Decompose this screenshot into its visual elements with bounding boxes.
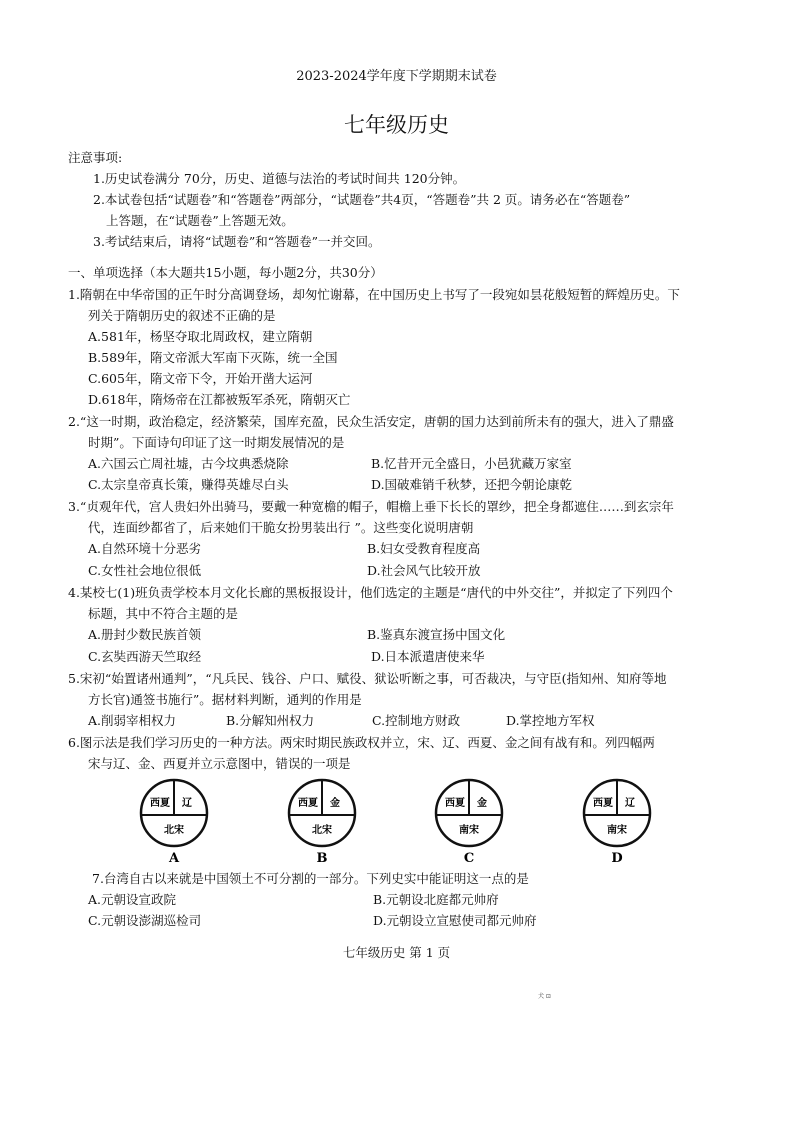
q2-option-c: C.太宗皇帝真长策，赚得英雄尽白头 [88,477,289,492]
q7-option-b: B.元朝设北庭都元帅府 [373,892,499,907]
q3-stem-line-1: 3.“贞观年代，宫人贵妇外出骑马，要戴一种宽檐的帽子，帽檐上垂下长长的罩纱，把全身都遮住……到玄宗年 [68,499,674,514]
q3-option-a: A.自然环境十分恶劣 [88,541,202,556]
q6-region-bottom: 北宋 [164,825,184,836]
q1-option-d: D.618年，隋炀帝在江都被叛军杀死，隋朝灭亡 [88,392,351,407]
q6-diagram-a [141,780,207,866]
q6-diagram-d [584,780,650,866]
q1-option-b: B.589年，隋文帝派大军南下灭陈，统一全国 [88,350,338,365]
q6-option-label: C [463,851,475,866]
q6-option-label: B [316,851,328,866]
q6-stem-line-2: 宋与辽、金、西夏并立示意图中，错误的一项是 [88,756,351,771]
q6-region-top-left: 西夏 [298,798,318,809]
notice-item-3: 3.考试结束后，请将“试题卷”和“答题卷”一并交回。 [93,234,381,249]
q2-option-a: A.六国云亡周社墟，古今坟典悉烧除 [88,456,289,471]
notice-item-1: 1.历史试卷满分 70分，历史、道德与法治的考试时间共 120分钟。 [93,171,466,186]
notice-heading: 注意事项: [68,150,123,165]
q6-region-bottom: 南宋 [459,825,479,836]
q6-option-label: A [168,851,180,866]
q5-option-c: C.控制地方财政 [372,713,461,728]
q5-option-b: B.分解知州权力 [226,713,315,728]
subject-title: 七年级历史 [344,113,449,137]
q5-option-a: A.削弱宰相权力 [88,713,177,728]
q4-option-b: B.鉴真东渡宣扬中国文化 [367,627,506,642]
corner-mark: 犬 ⊡ [538,993,551,1000]
q6-diagram-c [436,780,502,866]
notice-item-2-cont: 上答题，在“试题卷”上答题无效。 [106,213,294,228]
q6-region-top-left: 西夏 [445,798,465,809]
q5-stem-line-2: 方长官)通签书施行”。据材料判断，通判的作用是 [88,692,362,707]
q1-option-c: C.605年，隋文帝下令，开始开凿大运河 [88,371,313,386]
q5-stem-line-1: 5.宋初“始置诸州通判”，“凡兵民、钱谷、户口、赋役、狱讼听断之事，可否裁决，与守臣(指知州、知府等地 [68,671,667,686]
q6-region-top-left: 西夏 [150,798,170,809]
q3-option-b: B.妇女受教育程度高 [367,541,481,556]
page-footer: 七年级历史 第 1 页 [342,945,451,960]
q4-stem-line-2: 标题，其中不符合主题的是 [88,606,239,621]
section-heading: 一、单项选择（本大题共15小题，每小题2分，共30分） [68,265,383,280]
q6-stem-line-1: 6.图示法是我们学习历史的一种方法。两宋时期民族政权并立，宋、辽、西夏、金之间有战有和。列四幅两 [68,735,655,750]
q4-option-c: C.玄奘西游天竺取经 [88,649,202,664]
q2-stem-line-1: 2.“这一时期，政治稳定，经济繁荣，国库充盈，民众生活安定，唐朝的国力达到前所未有的强大，进入了鼎盛 [68,414,674,429]
q3-option-d: D.社会风气比较开放 [367,563,481,578]
q6-region-top-right: 辽 [182,798,192,809]
q7-option-d: D.元朝设立宣慰使司都元帅府 [373,913,537,928]
q2-option-b: B.忆昔开元全盛日，小邑犹藏万家室 [371,456,572,471]
q7-stem: 7.台湾自古以来就是中国领土不可分割的一部分。下列史实中能证明这一点的是 [92,871,529,886]
q7-option-c: C.元朝设澎湖巡检司 [88,913,202,928]
q6-region-top-right: 金 [330,798,340,809]
q2-stem-line-2: 时期”。下面诗句印证了这一时期发展情况的是 [88,435,345,450]
q6-option-label: D [611,851,623,866]
q7-option-a: A.元朝设宣政院 [88,892,177,907]
q1-option-a: A.581年，杨坚夺取北周政权，建立隋朝 [88,329,313,344]
exam-year-title: 2023-2024学年度下学期期末试卷 [296,69,497,84]
q6-diagram-b [289,780,355,866]
q3-stem-line-2: 代，连面纱都省了，后来她们干脆女扮男装出行 ”。这些变化说明唐朝 [88,520,474,535]
q6-region-top-left: 西夏 [593,798,613,809]
q4-option-d: D.日本派遣唐使来华 [371,649,485,664]
q6-region-top-right: 金 [477,798,487,809]
q6-region-bottom: 北宋 [312,825,332,836]
q1-stem-line-1: 1.隋朝在中华帝国的正午时分高调登场，却匆忙谢幕，在中国历史上书写了一段宛如昙花般短暂的辉煌历史。下 [68,287,680,302]
q6-diagram-set [130,773,670,868]
notice-item-2: 2.本试卷包括“试题卷”和“答题卷”两部分，“试题卷”共4页，“答题卷”共 2 页。请务必在“答题卷” [93,192,631,207]
q4-stem-line-1: 4.某校七(1)班负责学校本月文化长廊的黑板报设计，他们选定的主题是“唐代的中外交往”，并拟定了下列四个 [68,585,673,600]
q6-region-bottom: 南宋 [607,825,627,836]
q2-option-d: D.国破难销千秋梦，还把今朝论康乾 [371,477,573,492]
q6-region-top-right: 辽 [625,798,635,809]
q1-stem-line-2: 列关于隋朝历史的叙述不正确的是 [88,308,276,323]
q5-option-d: D.掌控地方军权 [506,713,595,728]
q3-option-c: C.女性社会地位很低 [88,563,202,578]
q4-option-a: A.册封少数民族首领 [88,627,202,642]
